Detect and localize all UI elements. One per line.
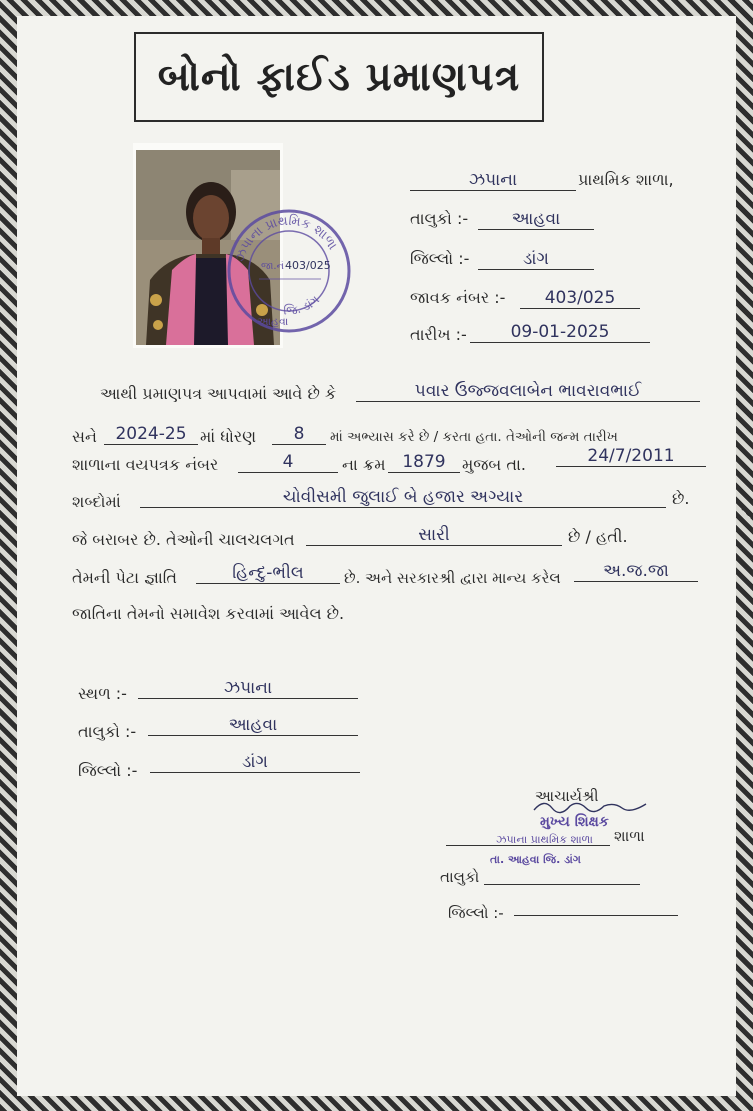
school-suffix-label: પ્રાથમિક શાળા, <box>578 170 674 189</box>
principal-title: આચાર્યશ્રી <box>535 787 599 805</box>
school-name-field: ઝપાના <box>410 170 576 191</box>
signature-school-suffix: શાળા <box>614 827 645 845</box>
register-number-field: 4 <box>238 452 338 473</box>
body-line6-mid: છે. અને સરકારશ્રી દ્વારા માન્ય કરેલ <box>344 569 561 587</box>
body-line3-prefix: શાળાના વયપત્રક નંબર <box>72 455 219 474</box>
stamp-bottom-text: આહવા <box>257 315 289 328</box>
place-taluka-field: આહવા <box>148 715 358 736</box>
taluka-label: તાલુકો :- <box>410 209 469 228</box>
svg-text:જિ. ડાંગ <box>283 292 322 317</box>
place-taluka-label: તાલુકો :- <box>78 722 137 741</box>
body-line2-prefix: સને <box>72 427 97 446</box>
date-label: તારીખ :- <box>410 325 467 344</box>
stamp-district-text: જિ. ડાંગ <box>283 292 323 318</box>
body-line4-suffix: છે. <box>672 489 690 508</box>
stamp-number-value: 403/025 <box>285 259 331 272</box>
place-district-label: જિલ્લો :- <box>78 761 138 780</box>
body-line2-suffix: માં અભ્યાસ કરે છે / કરતા હતા. તેઓની જન્મ તારીખ <box>330 429 618 445</box>
place-label: સ્થળ :- <box>78 684 127 703</box>
birth-date-words-field: ચોવીસમી જુલાઈ બે હજાર અગ્યાર <box>140 487 666 508</box>
body-line2-mid: માં ધોરણ <box>200 427 257 446</box>
body-line6-prefix: તેમની પેટા જ્ઞાતિ <box>72 568 177 587</box>
category-field: અ.જ.જા <box>574 561 698 582</box>
district-field: ડાંગ <box>478 249 594 270</box>
signature-taluka-line <box>484 884 640 885</box>
outward-number-field: 403/025 <box>520 288 640 309</box>
date-field: 09-01-2025 <box>470 322 650 343</box>
body-line5-suffix: છે / હતી. <box>568 527 628 546</box>
sub-caste-field: હિન્દુ-ભીલ <box>196 563 340 584</box>
district-label: જિલ્લો :- <box>410 249 470 268</box>
signature-district-line <box>514 915 678 916</box>
body-line4-prefix: શબ્દોમાં <box>72 492 121 511</box>
place-field: ઝપાના <box>138 678 358 699</box>
outward-number-label: જાવક નંબર :- <box>410 288 506 307</box>
body-line1-prefix: આથી પ્રમાણપત્ર આપવામાં આવે છે કે <box>100 384 337 403</box>
stamp-number-label: જા.નં <box>261 261 284 272</box>
standard-field: 8 <box>272 424 326 445</box>
body-line7: જાતિના તેમનો સમાવેશ કરવામાં આવેલ છે. <box>72 604 345 623</box>
seal-line-2: ઝપાના પ્રાથમિક શાળા <box>496 833 593 846</box>
certificate-title: બોનો ફાઈડ પ્રમાણપત્ર <box>157 54 521 100</box>
body-line5-prefix: જે બરાબર છે. તેઓની ચાલચલગત <box>72 530 295 549</box>
signature-district-label: જિલ્લો :- <box>448 904 504 922</box>
body-line3-mid2: મુજબ તા. <box>462 455 526 474</box>
birth-date-field: 24/7/2011 <box>556 446 706 467</box>
year-field: 2024-25 <box>104 424 198 445</box>
place-district-field: ડાંગ <box>150 752 360 773</box>
school-name-signature-line <box>446 845 610 846</box>
conduct-field: સારી <box>306 525 562 546</box>
seal-line-1: મુખ્ય શિક્ષક <box>540 814 609 830</box>
student-name-field: પવાર ઉજ્જવલાબેન ભાવરાવભાઈ <box>356 381 700 402</box>
serial-number-field: 1879 <box>388 452 460 473</box>
school-stamp <box>225 207 353 335</box>
title-box <box>134 32 544 122</box>
stamp-arc-text: ઝપાના પ્રાથમિક શાળા <box>232 213 340 264</box>
taluka-field: આહવા <box>478 209 594 230</box>
seal-line-3: તા. આહવા જિ. ડાંગ <box>490 853 581 866</box>
signature-taluka-label: તાલુકો <box>440 868 480 886</box>
body-line3-mid: ના ક્રમ <box>342 455 386 474</box>
